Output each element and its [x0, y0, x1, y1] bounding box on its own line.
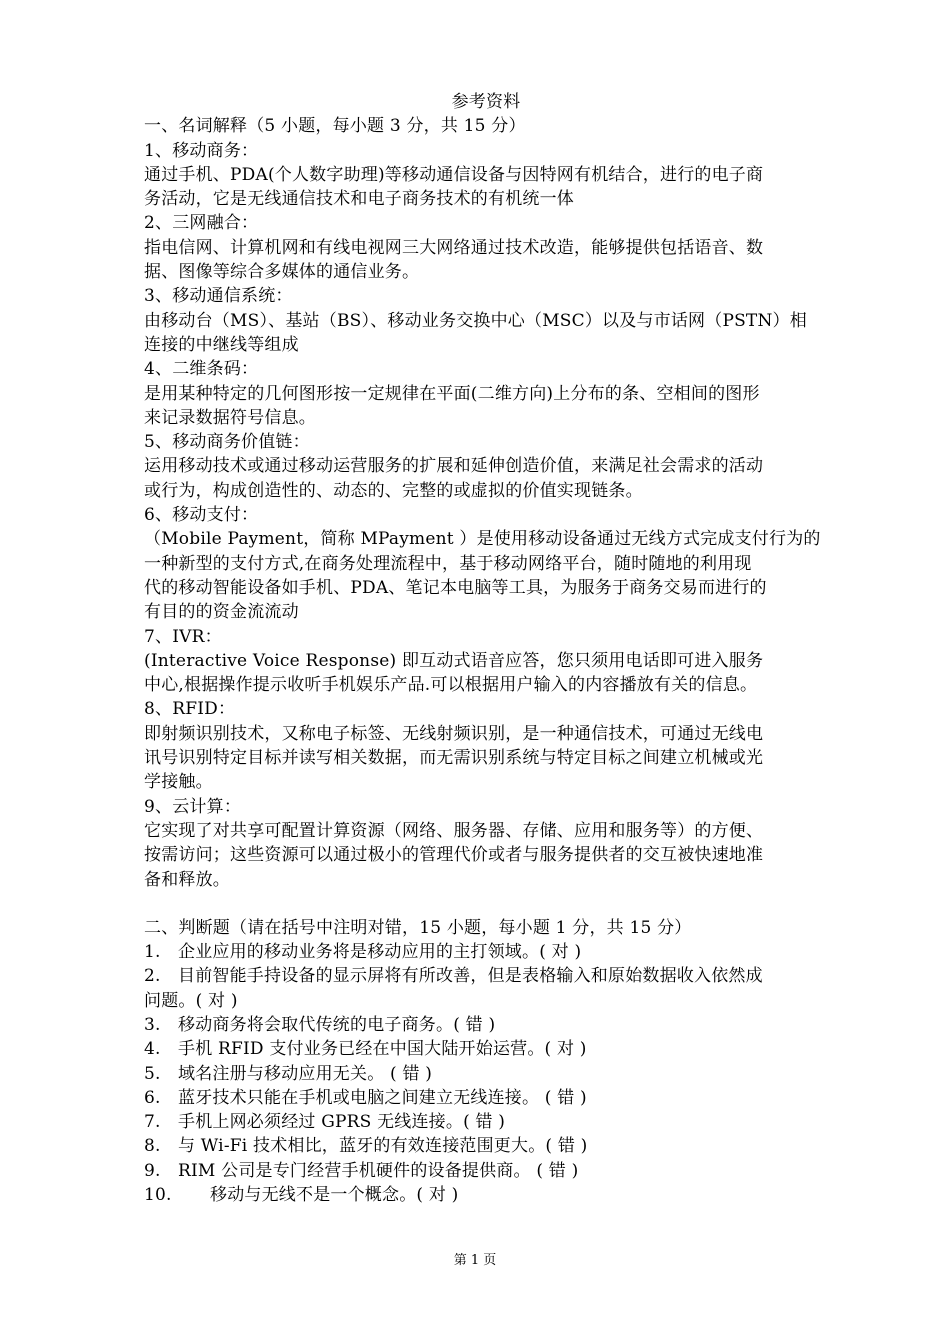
- judgment-item: [144, 1183, 844, 1207]
- judgment-item: [144, 1062, 844, 1086]
- term-definition-line: 据、图像等综合多媒体的通信业务。: [144, 262, 420, 283]
- term-definition-line: 备和释放。: [144, 869, 230, 890]
- item-number: 9.: [144, 1160, 161, 1181]
- term-definition-line: 中心,根据操作提示收听手机娱乐产品.可以根据用户输入的内容播放有关的信息。: [144, 675, 758, 696]
- term-definition-line: 通过手机、PDA(个人数字助理)等移动通信设备与因特网有机结合，进行的电子商: [144, 164, 764, 185]
- term-definition-line: 学接触。: [144, 772, 213, 793]
- term-definition-line: 一种新型的支付方式,在商务处理流程中，基于移动网络平台，随时随地的利用现: [144, 553, 752, 574]
- item-text: 与 Wi-Fi 技术相比，蓝牙的有效连接范围更大。( 错 ): [178, 1136, 588, 1157]
- item-text: 蓝牙技术只能在手机或电脑之间建立无线连接。 ( 错 ): [178, 1087, 587, 1108]
- term-heading: 6、移动支付：: [144, 505, 259, 526]
- judgment-item: [144, 940, 844, 964]
- item-text: 问题。( 对 ): [144, 990, 238, 1011]
- term-definition-line: (Interactive Voice Response) 即互动式语音应答，您只须用电话即可进入服务: [144, 650, 764, 671]
- term-heading: 9、云计算：: [144, 796, 242, 817]
- term-definition-line: 按需访问；这些资源可以通过极小的管理代价或者与服务提供者的交互被快速地准: [144, 845, 764, 866]
- judgment-item: [144, 1013, 844, 1037]
- true-false-list: [144, 940, 844, 1207]
- term-definition-line: 来记录数据符号信息。: [144, 407, 316, 428]
- term-heading: 5、移动商务价值链：: [144, 432, 310, 453]
- judgment-item: [144, 1134, 844, 1158]
- item-text: RIM 公司是专门经营手机硬件的设备提供商。 ( 错 ): [178, 1160, 579, 1181]
- section1-heading: 一、名词解释（5 小题，每小题 3 分，共 15 分）: [144, 116, 526, 137]
- item-number: 7.: [144, 1112, 161, 1133]
- term-definition-line: 它实现了对共享可配置计算资源（网络、服务器、存储、应用和服务等）的方便、: [144, 820, 764, 841]
- term-definition-line: 或行为，构成创造性的、动态的、完整的或虚拟的价值实现链条。: [144, 480, 643, 501]
- term-definition-line: 有目的的资金流流动: [144, 602, 299, 623]
- item-number: 8.: [144, 1136, 161, 1157]
- judgment-item: [144, 1110, 844, 1134]
- item-text: 目前智能手持设备的显示屏将有所改善，但是表格输入和原始数据收入依然成: [178, 966, 763, 987]
- item-number: 10.: [144, 1185, 172, 1206]
- judgment-item: [144, 1086, 844, 1110]
- judgment-item: [144, 1159, 844, 1183]
- term-heading: 8、RFID：: [144, 699, 236, 720]
- item-number: 1.: [144, 942, 161, 963]
- term-definition-line: 代的移动智能设备如手机、PDA、笔记本电脑等工具，为服务于商务交易而进行的: [144, 577, 767, 598]
- item-text: 手机上网必须经过 GPRS 无线连接。( 错 ): [178, 1112, 506, 1133]
- term-definition-line: 运用移动技术或通过移动运营服务的扩展和延伸创造价值，来满足社会需求的活动: [144, 456, 764, 477]
- term-definition-line: （Mobile Payment，简称 MPayment ）是使用移动设备通过无线方式完成支付行为的: [144, 529, 821, 550]
- term-heading: 2、三网融合：: [144, 213, 259, 234]
- term-heading: 4、二维条码：: [144, 359, 259, 380]
- term-definition-line: 连接的中继线等组成: [144, 334, 299, 355]
- section2-heading: 二、判断题（请在括号中注明对错，15 小题，每小题 1 分，共 15 分）: [144, 917, 692, 938]
- term-heading: 1、移动商务：: [144, 140, 259, 161]
- item-text: 移动商务将会取代传统的电子商务。( 错 ): [178, 1014, 496, 1035]
- item-number: 6.: [144, 1087, 161, 1108]
- item-text: 企业应用的移动业务将是移动应用的主打领域。( 对 ): [178, 942, 582, 963]
- item-number: 4.: [144, 1039, 161, 1060]
- item-number: 2.: [144, 966, 161, 987]
- term-list: [144, 139, 844, 892]
- document-body: [144, 90, 844, 1207]
- term-definition-line: 是用某种特定的几何图形按一定规律在平面(二维方向)上分布的条、空相间的图形: [144, 383, 760, 404]
- item-text: 域名注册与移动应用无关。 ( 错 ): [178, 1063, 433, 1084]
- judgment-item: [144, 989, 844, 1013]
- term-definition-line: 指电信网、计算机网和有线电视网三大网络通过技术改造，能够提供包括语音、数: [144, 237, 764, 258]
- term-heading: 7、IVR：: [144, 626, 222, 647]
- document-title: 参考资料: [451, 92, 521, 112]
- item-number: 3.: [144, 1014, 161, 1035]
- term-definition-line: 即射频识别技术，又称电子标签、无线射频识别，是一种通信技术，可通过无线电: [144, 723, 764, 744]
- term-definition-line: 由移动台（MS）、基站（BS）、移动业务交换中心（MSC）以及与市话网（PSTN）相: [144, 310, 807, 331]
- term-definition-line: 讯号识别特定目标并读写相关数据，而无需识别系统与特定目标之间建立机械或光: [144, 748, 764, 769]
- page-footer: 第 1 页: [453, 1253, 497, 1268]
- term-definition-line: 务活动，它是无线通信技术和电子商务技术的有机统一体: [144, 189, 574, 210]
- item-text: 手机 RFID 支付业务已经在中国大陆开始运营。( 对 ): [178, 1039, 587, 1060]
- item-number: 5.: [144, 1063, 161, 1084]
- section-gap: [144, 892, 844, 916]
- item-text: 移动与无线不是一个概念。( 对 ): [210, 1185, 459, 1206]
- judgment-item: [144, 964, 844, 988]
- judgment-item: [144, 1037, 844, 1061]
- term-heading: 3、移动通信系统：: [144, 286, 293, 307]
